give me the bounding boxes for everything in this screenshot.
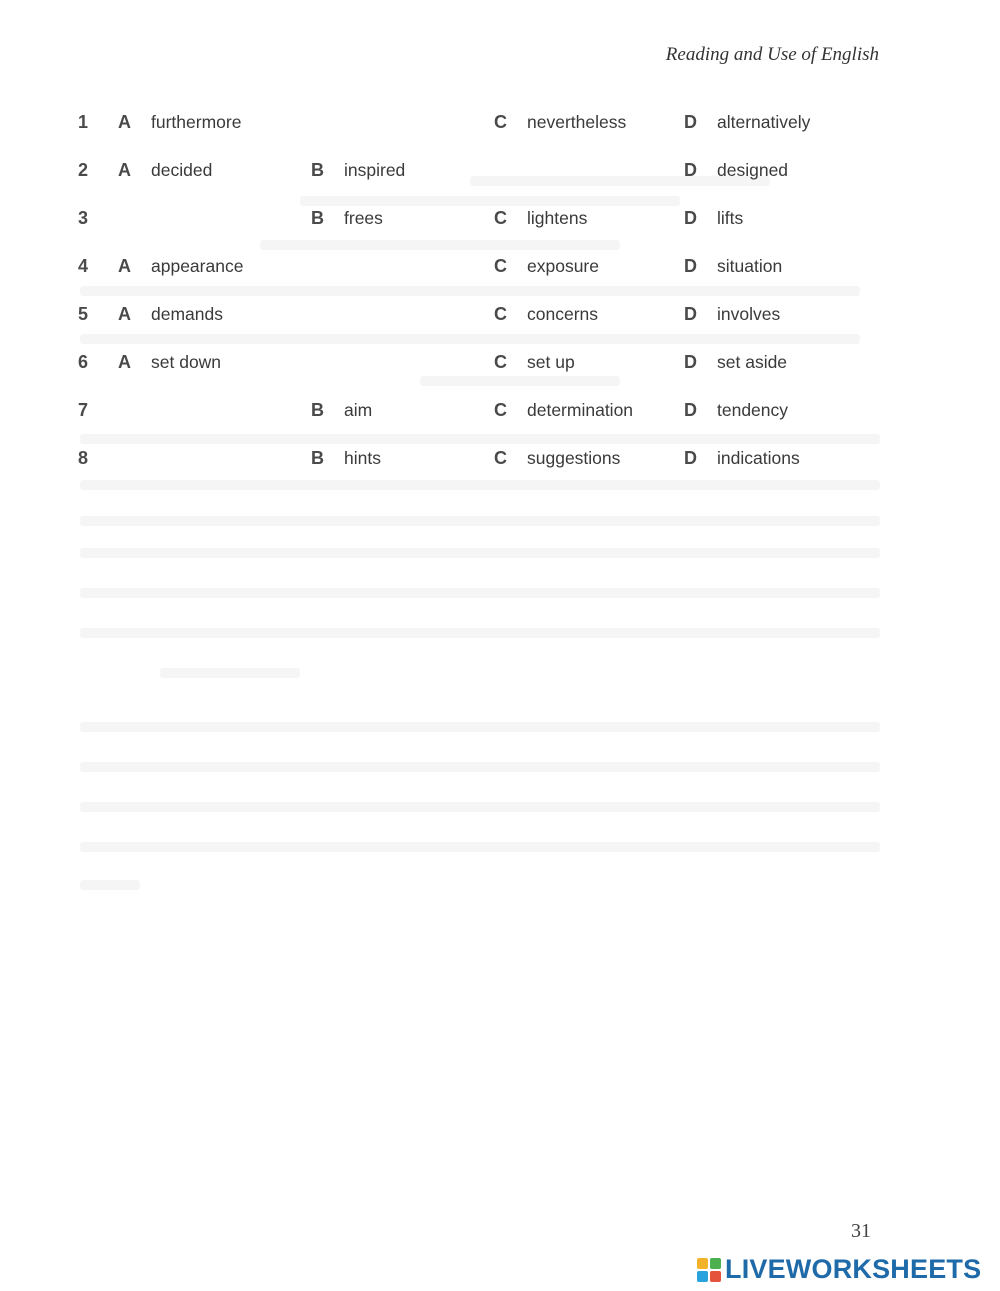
option-d[interactable]: lifts bbox=[717, 208, 744, 228]
option-letter-a: A bbox=[118, 112, 131, 132]
option-c[interactable]: nevertheless bbox=[527, 112, 627, 132]
option-letter-c: C bbox=[494, 304, 507, 324]
page-number: 31 bbox=[851, 1220, 871, 1242]
option-a[interactable]: set down bbox=[151, 352, 222, 372]
option-d[interactable]: set aside bbox=[717, 352, 788, 372]
option-letter-d: D bbox=[684, 400, 697, 420]
option-b[interactable]: hints bbox=[344, 448, 381, 468]
option-d[interactable]: designed bbox=[717, 160, 789, 180]
option-c[interactable]: determination bbox=[527, 400, 634, 420]
option-letter-b: B bbox=[311, 400, 324, 420]
option-letter-a: A bbox=[118, 352, 131, 372]
option-letter-a: A bbox=[118, 160, 131, 180]
option-letter-b: B bbox=[311, 160, 324, 180]
question-number: 4 bbox=[78, 256, 89, 276]
question-row bbox=[0, 160, 1000, 192]
option-c[interactable]: concerns bbox=[527, 304, 599, 324]
option-b[interactable]: inspired bbox=[344, 160, 406, 180]
option-letter-c: C bbox=[494, 256, 507, 276]
option-letter-c: C bbox=[494, 448, 507, 468]
option-d[interactable]: situation bbox=[717, 256, 783, 276]
option-a[interactable]: appearance bbox=[151, 256, 244, 276]
option-letter-b: B bbox=[311, 208, 324, 228]
option-letter-c: C bbox=[494, 352, 507, 372]
option-letter-a: A bbox=[118, 304, 131, 324]
question-number: 6 bbox=[78, 352, 89, 372]
page-header: Reading and Use of English bbox=[665, 44, 879, 65]
option-letter-a: A bbox=[118, 256, 131, 276]
option-letter-d: D bbox=[684, 208, 697, 228]
option-a[interactable]: furthermore bbox=[151, 112, 242, 132]
liveworksheets-logo-icon bbox=[697, 1258, 721, 1282]
question-number: 8 bbox=[78, 448, 89, 468]
option-letter-d: D bbox=[684, 352, 697, 372]
question-number: 5 bbox=[78, 304, 89, 324]
liveworksheets-logo-text: LIVEWORKSHEETS bbox=[725, 1254, 982, 1284]
question-number: 7 bbox=[78, 400, 89, 420]
option-b[interactable]: aim bbox=[344, 400, 373, 420]
question-number: 2 bbox=[78, 160, 89, 180]
option-letter-d: D bbox=[684, 256, 697, 276]
option-d[interactable]: involves bbox=[717, 304, 781, 324]
option-a[interactable]: demands bbox=[151, 304, 223, 324]
option-letter-d: D bbox=[684, 112, 697, 132]
option-c[interactable]: lightens bbox=[527, 208, 588, 228]
option-d[interactable]: alternatively bbox=[717, 112, 811, 132]
option-a[interactable]: decided bbox=[151, 160, 213, 180]
liveworksheets-logo[interactable] bbox=[697, 1254, 981, 1285]
option-letter-d: D bbox=[684, 304, 697, 324]
option-c[interactable]: exposure bbox=[527, 256, 599, 276]
option-d[interactable]: tendency bbox=[717, 400, 789, 420]
question-number: 1 bbox=[78, 112, 89, 132]
option-d[interactable]: indications bbox=[717, 448, 800, 468]
question-number: 3 bbox=[78, 208, 89, 228]
question-row bbox=[0, 112, 1000, 144]
option-b[interactable]: frees bbox=[344, 208, 383, 228]
option-letter-d: D bbox=[684, 160, 697, 180]
option-letter-c: C bbox=[494, 112, 507, 132]
question-row bbox=[0, 448, 1000, 480]
question-row bbox=[0, 400, 1000, 432]
question-row bbox=[0, 256, 1000, 288]
option-letter-c: C bbox=[494, 400, 507, 420]
question-row bbox=[0, 208, 1000, 240]
option-c[interactable]: set up bbox=[527, 352, 575, 372]
question-row bbox=[0, 352, 1000, 384]
option-letter-b: B bbox=[311, 448, 324, 468]
option-letter-c: C bbox=[494, 208, 507, 228]
question-row bbox=[0, 304, 1000, 336]
option-letter-d: D bbox=[684, 448, 697, 468]
option-c[interactable]: suggestions bbox=[527, 448, 621, 468]
